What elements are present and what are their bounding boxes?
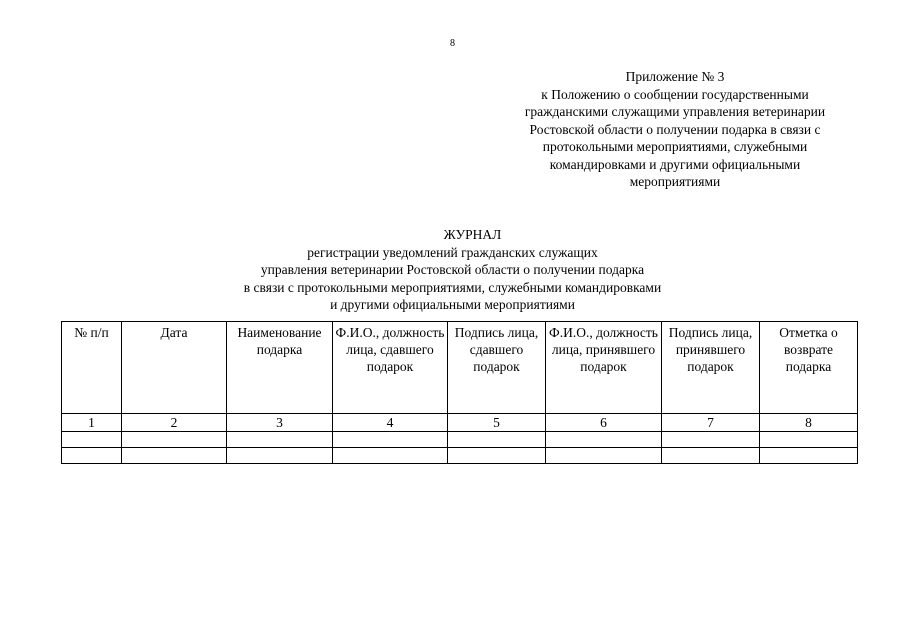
- column-header-gift-name: Наименование подарка: [227, 322, 333, 414]
- table-cell: [546, 448, 662, 464]
- journal-subtitle-line: регистрации уведомлений гражданских служащих: [307, 244, 598, 260]
- table-cell: [760, 448, 858, 464]
- table-cell: [448, 448, 546, 464]
- appendix-line: гражданскими служащими управления ветеринарии: [524, 104, 826, 119]
- column-number-cell: 8: [760, 414, 858, 432]
- journal-table: [61, 321, 858, 464]
- table-cell: [662, 448, 760, 464]
- column-number-cell: 6: [546, 414, 662, 432]
- table-cell: [227, 448, 333, 464]
- table-cell: [760, 432, 858, 448]
- appendix-line: Приложение № 3: [625, 69, 725, 84]
- appendix-line: протокольными мероприятиями, служебными: [542, 139, 808, 154]
- column-number-cell: 5: [448, 414, 546, 432]
- table-cell: [546, 432, 662, 448]
- table-cell: [227, 432, 333, 448]
- page-number: 8: [450, 38, 455, 49]
- table-cell: [62, 448, 122, 464]
- table-cell: [62, 432, 122, 448]
- appendix-line: Ростовской области о получении подарка в связи с: [529, 121, 821, 137]
- column-header-return-mark: Отметка о возврате подарка: [760, 322, 858, 414]
- table-cell: [662, 432, 760, 448]
- table-number-row: [62, 414, 858, 432]
- table-cell: [122, 448, 227, 464]
- column-header-number: № п/п: [62, 322, 122, 414]
- appendix-line: командировками и другими официальными: [549, 156, 801, 172]
- journal-subtitle-line: управления ветеринарии Ростовской области о получении подарка: [260, 262, 645, 277]
- journal-subtitle-line: и другими официальными мероприятиями: [330, 297, 575, 312]
- column-number-cell: 7: [662, 414, 760, 432]
- table-header-row: [62, 322, 858, 414]
- appendix-line: к Положению о сообщении государственными: [541, 86, 809, 102]
- journal-subtitle-line: в связи с протокольными мероприятиями, служебными командировками: [243, 279, 662, 295]
- journal-title: ЖУРНАЛ: [443, 227, 502, 242]
- column-number-cell: 3: [227, 414, 333, 432]
- column-number-cell: 2: [122, 414, 227, 432]
- column-header-giver-name: Ф.И.О., должность лица, сдавшего подарок: [333, 322, 448, 414]
- table-cell: [333, 448, 448, 464]
- column-header-giver-signature: Подпись лица, сдавшего подарок: [448, 322, 546, 414]
- journal-subtitle: [0, 244, 905, 314]
- table-row: [62, 432, 858, 448]
- column-number-cell: 1: [62, 414, 122, 432]
- appendix-note: [490, 68, 860, 191]
- appendix-line: мероприятиями: [629, 174, 721, 189]
- column-header-date: Дата: [122, 322, 227, 414]
- column-header-receiver-name: Ф.И.О., должность лица, принявшего подарок: [546, 322, 662, 414]
- column-number-cell: 4: [333, 414, 448, 432]
- table-cell: [122, 432, 227, 448]
- journal-header: [0, 226, 905, 314]
- table-cell: [448, 432, 546, 448]
- column-header-receiver-signature: Подпись лица, принявшего подарок: [662, 322, 760, 414]
- table-row: [62, 448, 858, 464]
- table-cell: [333, 432, 448, 448]
